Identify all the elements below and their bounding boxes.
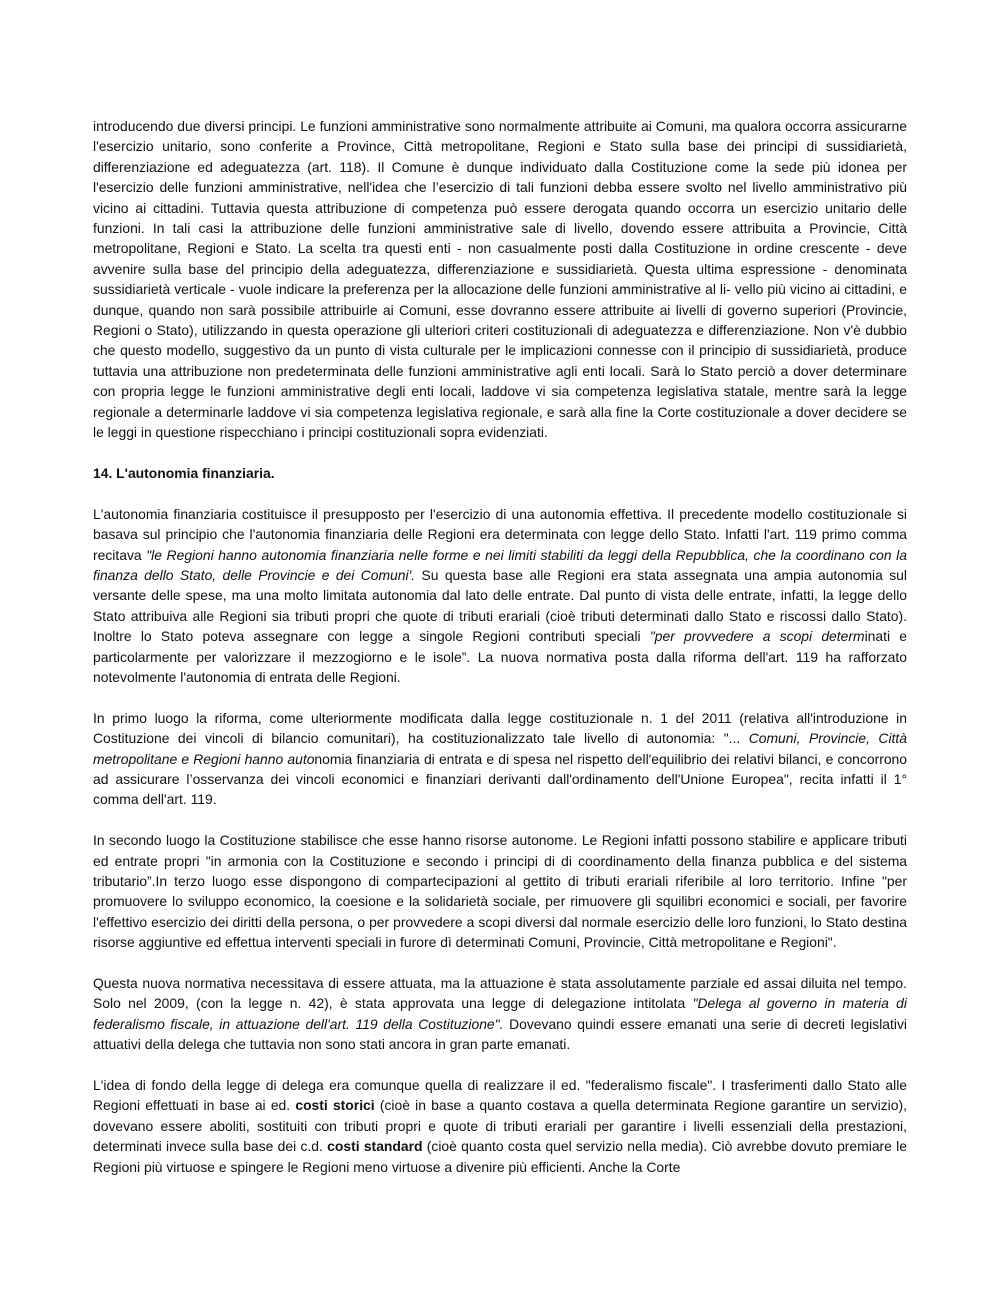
paragraph-text: (cioè in base a quanto costava a quella determinata Regione garantire un servizio), dovevano essere aboliti, sostituiti con tributi propri e quote di tributi erariali per garantire i livelli essenziali della prestazioni, determinati invece sulla base dei c.d. xyxy=(93,1097,907,1155)
paragraph-text: Questa nuova normativa necessitava di essere attuata, ma la attuazione è stata assolutamente parziale ed assai diluita nel tempo. Solo nel 2009, (con la legge n. 42), è stata approvata una legge di delegazione intitolata xyxy=(93,974,907,1012)
bold-term: costi standard xyxy=(327,1138,423,1155)
paragraph-text: inati e particolarmente per valorizzare il mezzogiorno e le isole”. La nuova normativa posta dalla riforma dell'art. 119 ha rafforzato notevolmente l'autonomia di entrata delle Regioni. xyxy=(93,628,907,685)
paragraph-text: Dovevano quindi essere emanati una serie di decreti legislativi attuativi della delega che tuttavia non sono stati ancora in gran parte emanati. xyxy=(93,1015,907,1053)
paragraph-text: L'autonomia finanziaria costituisce il presupposto per l'esercizio di una autonomia effettiva. Il precedente modello costituzionale si basava sul principio che l'autonomia finanziaria delle Regioni era determinata con legge dello Stato. Infatti l'art. 119 primo comma recitava xyxy=(93,505,907,563)
paragraph-autonomous-resources xyxy=(93,830,907,952)
paragraph-text: L'idea di fondo della legge di delega era comunque quella di realizzare il ed. "federalismo fiscale". I trasferimenti dallo Stato alle Regioni effettuati in base ai ed. xyxy=(93,1077,907,1114)
quoted-text: "Delega al governo in materia di federalismo fiscale, in attuazione dell'art. 119 della Costituzione". xyxy=(93,995,907,1032)
document-page xyxy=(93,116,907,1177)
paragraph-fiscal-federalism xyxy=(93,1075,907,1177)
bold-term: costi storici xyxy=(295,1097,375,1114)
paragraph-text: In secondo luogo la Costituzione stabilisce che esse hanno risorse autonome. Le Regioni infatti possono stabilire e applicare tributi ed entrate propri "in armonia con la Costituzione e secondo i principi di di coordinamento della finanza pubblica e del sistema tributario”.In terzo luogo esse dispongono di compartecipazioni al gettito di tributi erariali riferibile al loro territorio. Infine "per promuovere lo sviluppo economico, la coesione e la solidarietà sociale, per rimuovere gli squilibri economici e sociali, per favorire l'effettivo esercizio dei diritti della persona, o per provvedere a scopi diversi dal normale esercizio delle loro funzioni, lo Stato destina risorse aggiuntive ed effettua interventi speciali in furore dì determinati Comuni, Provincie, Città metropolitane e Regioni". xyxy=(93,832,907,951)
paragraph-text: In primo luogo la riforma, come ulteriormente modificata dalla legge costituzionale n. 1 del 2011 (relativa all'introduzione in Costituzione dei vincoli di bilancio comunitari), ha costituzionalizzato tale livello di autonomia: "... xyxy=(93,709,907,747)
paragraph-text: introducendo due diversi principi. Le funzioni amministrative sono normalmente attribuite ai Comuni, ma qualora occorra assicurarne l'esercizio unitario, sono conferite a Province, Città metropolitane, Regioni e Stato sulla base dei principi di sussidiarietà, differenziazione ed adeguatezza (art. 118). Il Comune è dunque individuato dalla Costituzione come la sede più idonea per l'esercizio delle funzioni amministrative, nell'idea che l’esercizio di tali funzioni debba essere svolto nel livello amministrativo più vicino ai cittadini. Tuttavia questa attribuzione di competenza può essere derogata quando occorra un esercizio unitario delle funzioni. In tali casi la attribuzione delle funzioni amministrative sale di livello, dovendo essere attribuita a Provincie, Città metropolitane, Regioni e Stato. La scelta tra questi enti - non casualmente posti dalla Costituzione in ordine crescente - deve avvenire sulla base del principio della adeguatezza, differenziazione e sussidiarietà. Questa ultima espressione - denominata sussidiarietà verticale - vuole indicare la preferenza per la allocazione delle funzioni amministrative al li- vello più vicino ai cittadini, e dunque, quando non sarà possibile attribuirle ai Comuni, esse dovranno essere attribuite ai livelli di governo superiori (Provincie, Regioni o Stato), utilizzando in questa operazione gli ulteriori criteri costituzionali di adeguatezza e differenziazione. Non v'è dubbio che questo modello, suggestivo da un punto di vista culturale per le implicazioni connesse con il principio di sussidiarietà, produce tuttavia una attribuzione non predeterminata delle funzioni amministrative agli enti locali. Sarà lo Stato perciò a dover determinare con propria legge le funzioni amministrative degli enti locali, laddove vi sia competenza legislativa statale, mentre sarà la legge regionale a determinarle laddove vi sia competenza legislativa regionale, e sarà alla fine la Corte costituzionale a dover decidere se le leggi in questione rispecchiano i principi costituzionali sopra evidenziati. xyxy=(93,118,907,441)
paragraph-text: Su questa base alle Regioni era stata assegnata una ampia autonomia sul versante delle spese, ma una molto limitata autonomia dal lato delle entrate. Dal punto di vista delle entrate, infatti, la legge dello Stato attribuiva alle Regioni sia tributi propri che quote di tributi erariali (cioè tributi determinati dallo Stato e riscossi dallo Stato). Inoltre lo Stato poteva assegnare con legge a singole Regioni contributi speciali xyxy=(93,566,907,645)
quoted-text: Comuni, Provincie, Città metropolitane e Regioni hanno auto xyxy=(93,730,907,767)
paragraph-functions-subsidiarity xyxy=(93,116,907,443)
section-heading: 14. L'autonomia finanziaria. xyxy=(93,464,275,481)
quoted-text: "per provvedere a scopi determ xyxy=(649,628,865,645)
paragraph-implementation xyxy=(93,973,907,1055)
quoted-text: "le Regioni hanno autonomia finanziaria nelle forme e nei limiti stabiliti da leggi della Repubblica, che la coordinano con la finanza dello Stato, delle Provincie e dei Comuni'. xyxy=(93,546,907,583)
paragraph-text: (cioè quanto costa quel servizio nella media). Ciò avrebbe dovuto premiare le Regioni più virtuose e spingere le Regioni meno virtuose a divenire più efficienti. Anche la Corte xyxy=(93,1138,907,1175)
paragraph-first-reform xyxy=(93,708,907,810)
paragraph-text: nomia finanziaria di entrata e di spesa nel rispetto dell'equilibrio dei relativi bilanci, e concorrono ad assicurare l’osservanza dei vincoli economici e finanziari derivanti dall'ordinamento dell'Unione Europea", recita infatti il 1° comma dell'art. 119. xyxy=(93,750,907,808)
paragraph-financial-autonomy-intro xyxy=(93,504,907,688)
